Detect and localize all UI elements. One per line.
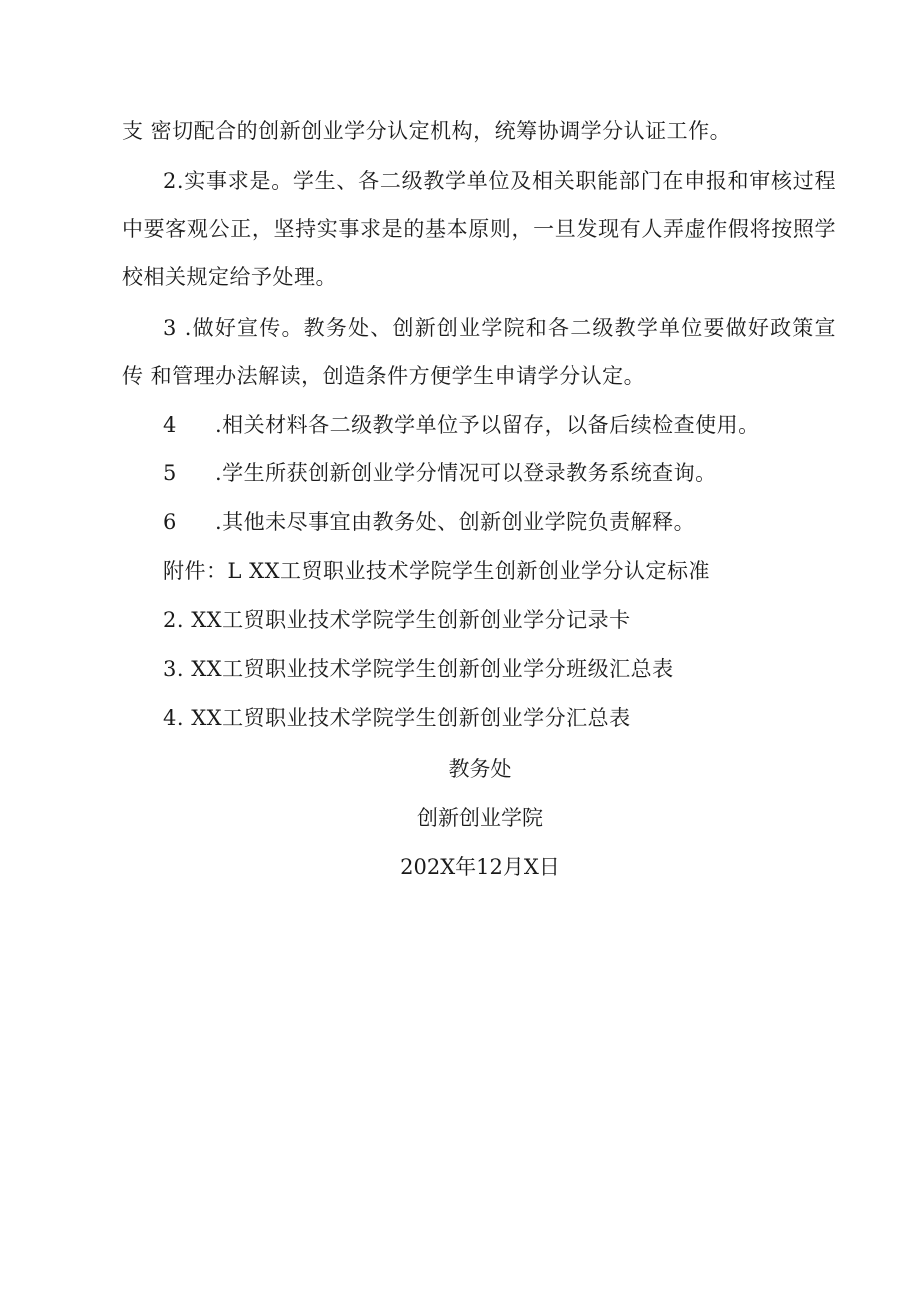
paragraph-2-line-3: 校相关规定给予处理。: [122, 265, 337, 289]
list-item-5-number: 5: [163, 461, 177, 485]
list-item-5: [163, 458, 717, 488]
signature-date: 202X年12月X日: [400, 855, 560, 879]
list-item-6-number: 6: [163, 510, 177, 534]
attachment-3: 3. XX工贸职业技术学院学生创新创业学分班级汇总表: [163, 657, 674, 681]
paragraph-1-line-1: 支 密切配合的创新创业学分认定机构，统筹协调学分认证工作。: [122, 119, 732, 143]
signature-college: 创新创业学院: [417, 806, 543, 830]
list-item-6: [163, 507, 695, 537]
paragraph-3-line-2: 传 和管理办法解读，创造条件方便学生申请学分认定。: [122, 364, 646, 388]
paragraph-2-line-1: 2.实事求是。学生、各二级教学单位及相关职能部门在申报和审核过程: [163, 169, 836, 193]
list-item-4-text: .相关材料各二级教学单位予以留存，以备后续检查使用。: [215, 413, 760, 437]
list-item-4: [163, 410, 760, 440]
attachment-4: 4. XX工贸职业技术学院学生创新创业学分汇总表: [163, 706, 631, 730]
paragraph-3-line-1: 3 .做好宣传。教务处、创新创业学院和各二级教学单位要做好政策宣: [163, 316, 836, 340]
attachment-2: 2. XX工贸职业技术学院学生创新创业学分记录卡: [163, 608, 631, 632]
list-item-5-text: .学生所获创新创业学分情况可以登录教务系统查询。: [215, 461, 717, 485]
attachment-1: 附件：L XX工贸职业技术学院学生创新创业学分认定标准: [163, 559, 711, 583]
signature-office: 教务处: [448, 757, 512, 781]
list-item-4-number: 4: [163, 413, 177, 437]
list-item-6-text: .其他未尽事宜由教务处、创新创业学院负责解释。: [215, 510, 696, 534]
paragraph-2-line-2: 中要客观公正，坚持实事求是的基本原则，一旦发现有人弄虚作假将按照学: [122, 217, 836, 241]
